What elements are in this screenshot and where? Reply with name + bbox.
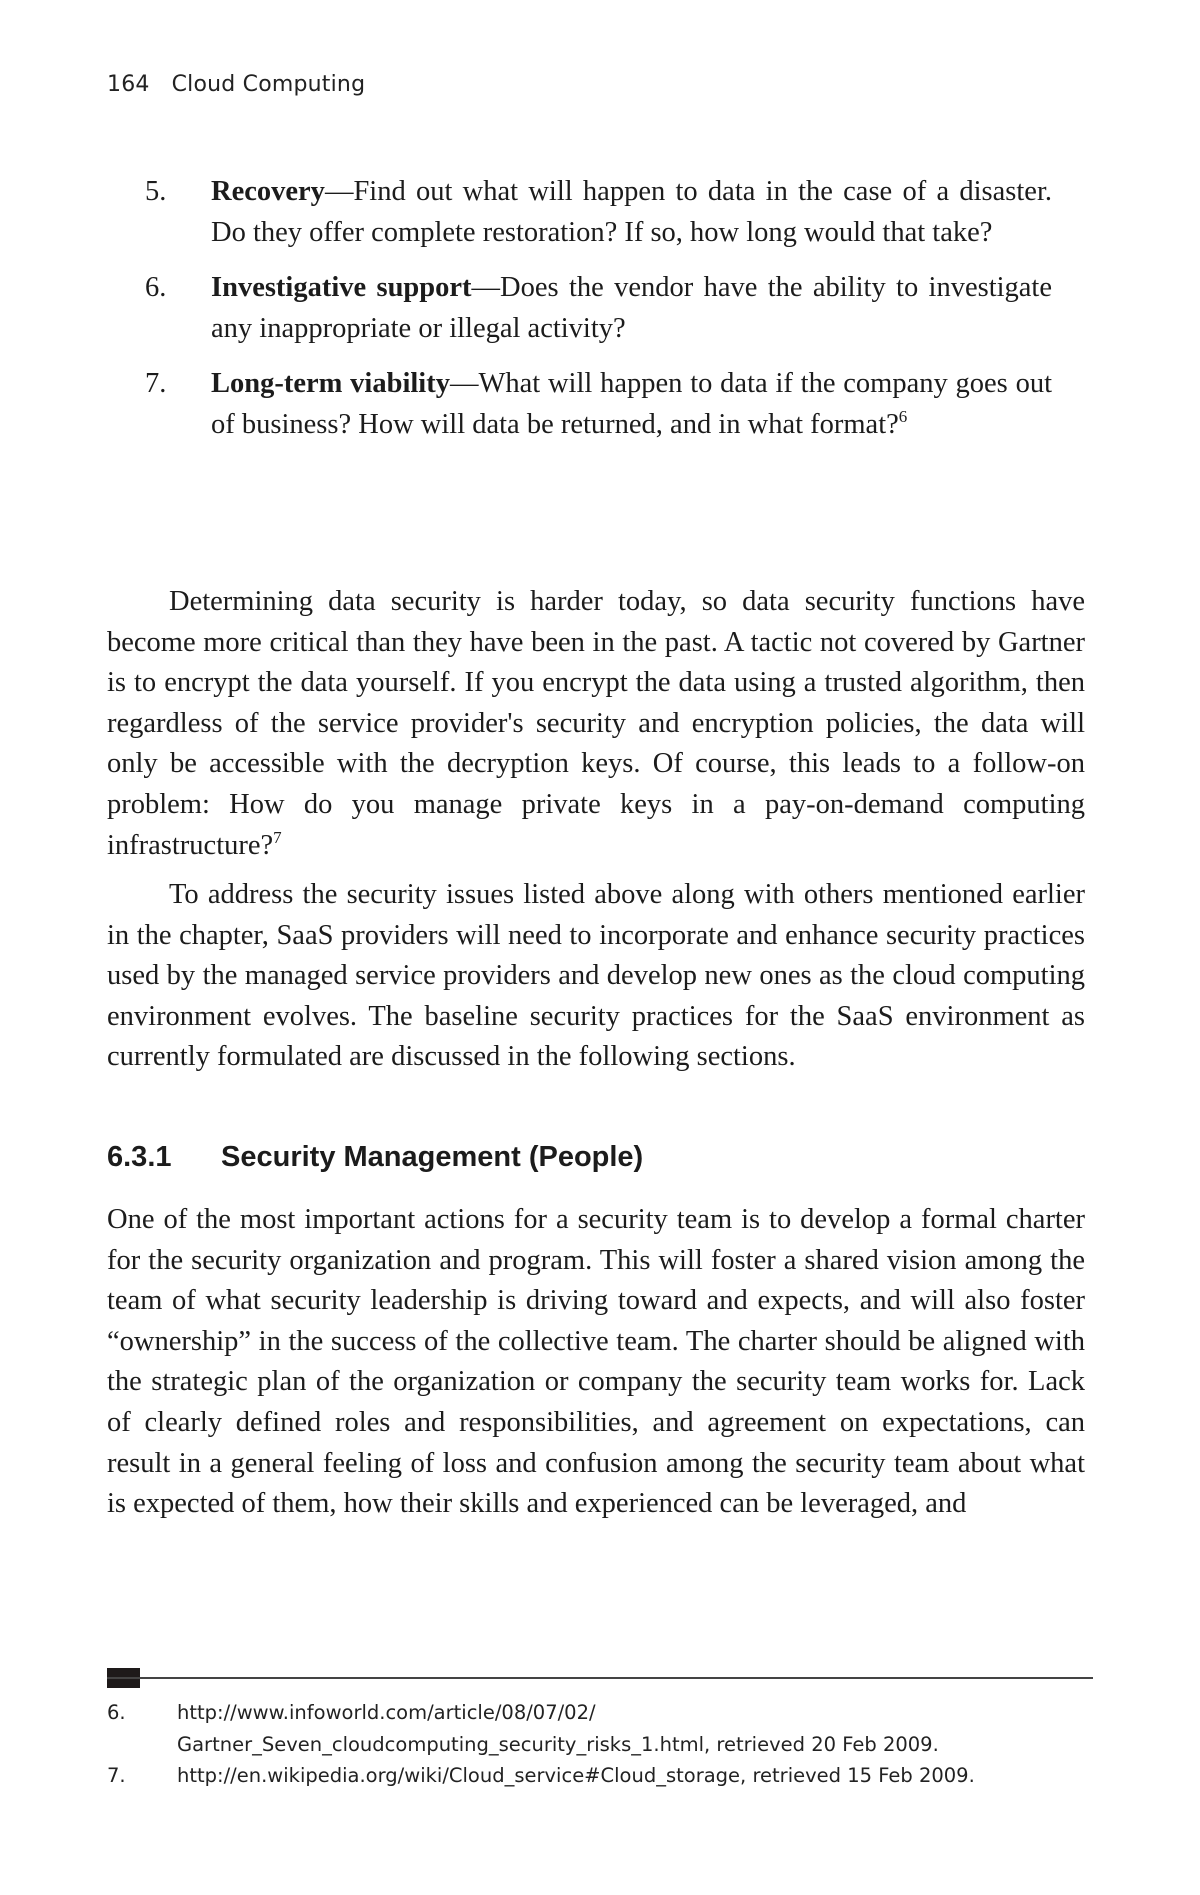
- footnotes: [107, 1697, 1087, 1792]
- footnote: [107, 1760, 1087, 1792]
- section-number: 6.3.1: [107, 1141, 172, 1173]
- footnote: [107, 1697, 1087, 1760]
- section-title: Security Management (People): [221, 1141, 644, 1173]
- list-item: [107, 268, 1052, 349]
- footnote-link[interactable]: http://www.infoworld.com/article/08/07/02/: [177, 1701, 596, 1724]
- footnote-link-continued[interactable]: Gartner_Seven_cloudcomputing_security_risks_1.html, retrieved 20 Feb 2009.: [177, 1732, 939, 1756]
- footnote-link[interactable]: http://en.wikipedia.org/wiki/Cloud_service#Cloud_storage, retrieved 15 Feb 2009.: [177, 1764, 975, 1787]
- footnote-number: 7.: [107, 1764, 126, 1787]
- section-heading: [107, 1141, 643, 1174]
- list-item-number: 7.: [145, 368, 167, 399]
- list-item-text: —Does the vendor have the ability to investigate any inappropriate or illegal activity?: [211, 272, 1052, 344]
- section-paragraph: [107, 1200, 1085, 1525]
- footnote-reference[interactable]: 7: [273, 827, 282, 847]
- paragraph-text: One of the most important actions for a security team is to develop a formal charter for the security organization and program. This will foster a shared vision among the team of what security leadership is driving toward and expects, and will also foster “ownership” in the success of the collective team. The charter should be aligned with the strategic plan of the organization or company the security team works for. Lack of clearly defined roles and responsibilities, and agreement on expectations, can result in a general feeling of loss and confusion among the security team about what is expected of them, how their skills and experienced can be leveraged, and: [107, 1204, 1085, 1520]
- list-item-text: —What will happen to data if the company goes out of business? How will data be returned, and in what format?: [211, 368, 1052, 440]
- list-item: [107, 172, 1052, 253]
- list-item-text: —Find out what will happen to data in the case of a disaster. Do they offer complete restoration? If so, how long would that take?: [211, 176, 1052, 248]
- page-number: 164: [107, 72, 150, 97]
- body-paragraph: [107, 875, 1085, 1078]
- footnote-number: 6.: [107, 1701, 126, 1724]
- list-item-number: 5.: [145, 176, 167, 207]
- running-head-title: Cloud Computing: [171, 72, 366, 97]
- paragraph-text: To address the security issues listed above along with others mentioned earlier in the chapter, SaaS providers will need to incorporate and enhance security practices used by the managed service providers and develop new ones as the cloud computing environment evolves. The baseline security practices for the SaaS environment as currently formulated are discussed in the following sections.: [107, 879, 1085, 1073]
- paragraph-text: Determining data security is harder today, so data security functions have become more critical than they have been in the past. A tactic not covered by Gartner is to encrypt the data yourself. If you encrypt the data using a trusted algorithm, then regardless of the service provider's security and encryption policies, the data will only be accessible with the decryption keys. Of course, this leads to a follow-on problem: How do you manage private keys in a pay-on-demand computing infrastructure?: [107, 586, 1085, 861]
- body-paragraph: [107, 582, 1085, 866]
- list-item-term: Investigative support: [211, 272, 472, 303]
- list-item-term: Long-term viability: [211, 368, 450, 399]
- list-item-number: 6.: [145, 272, 167, 303]
- running-head: [107, 72, 365, 97]
- numbered-list: [107, 172, 1052, 460]
- footnote-divider: [107, 1677, 1093, 1679]
- footnote-reference[interactable]: 6: [898, 406, 908, 426]
- list-item-term: Recovery: [211, 176, 325, 207]
- list-item: [107, 364, 1052, 445]
